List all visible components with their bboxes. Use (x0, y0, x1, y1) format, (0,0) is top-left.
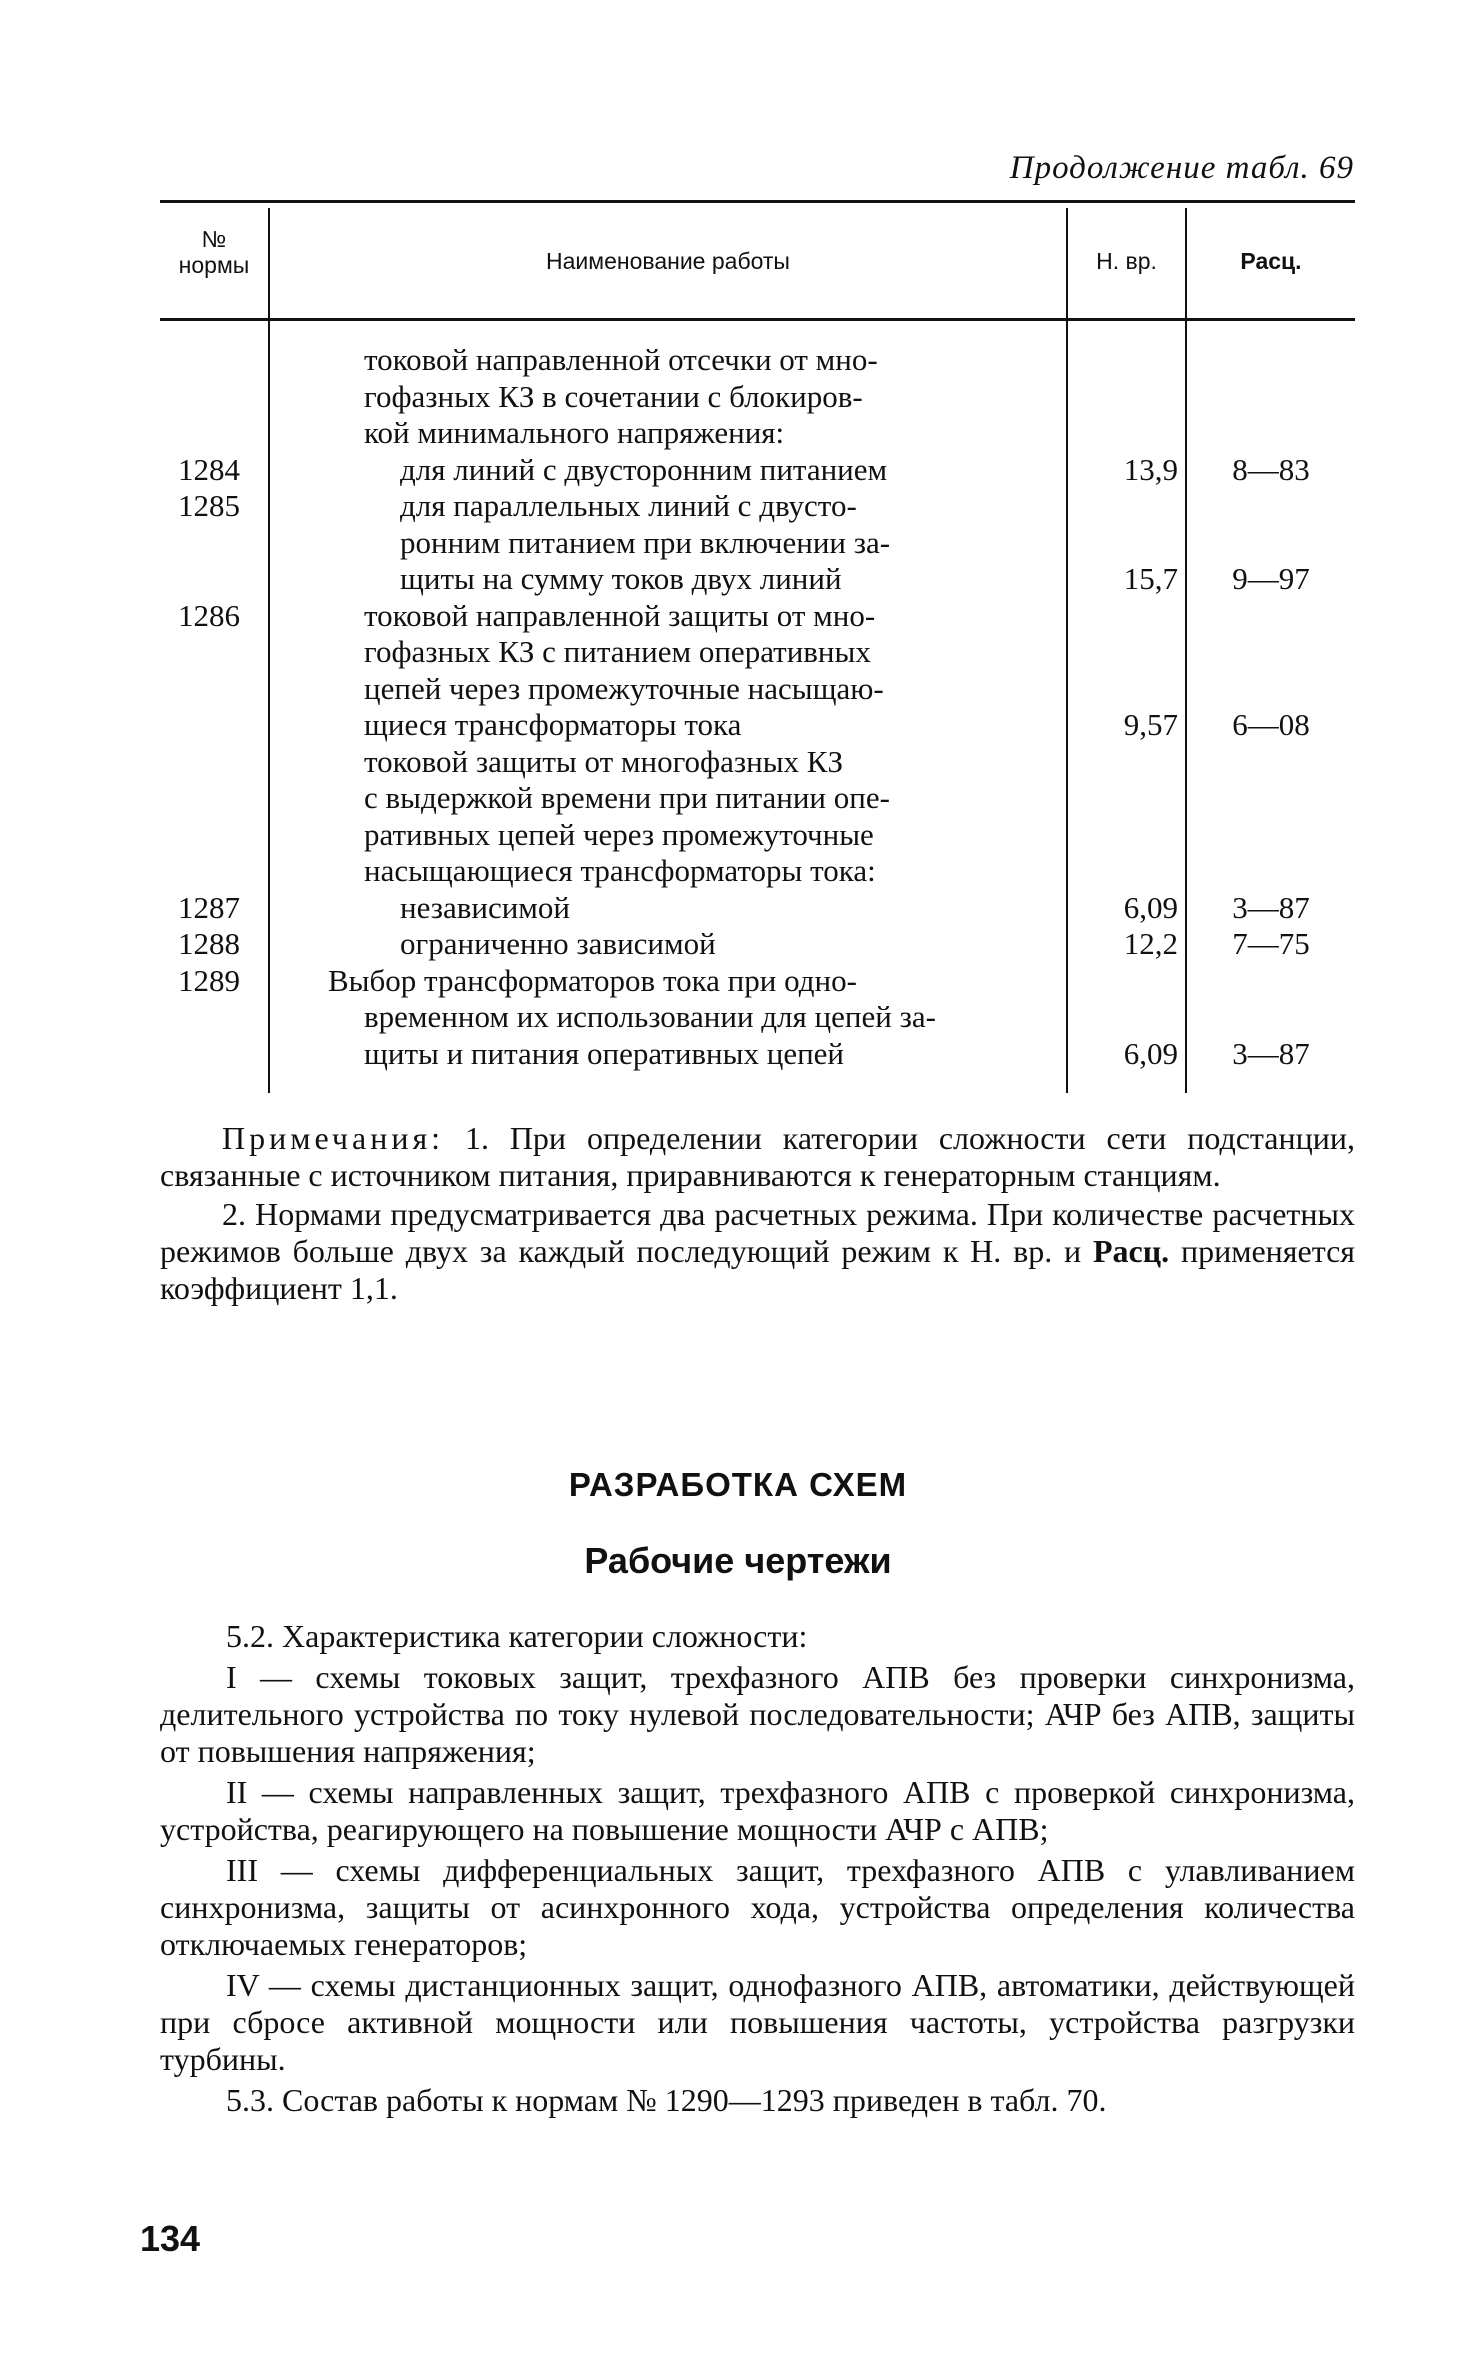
work-description: независимой (400, 890, 571, 925)
note-2-bold: Расц. (1092, 1233, 1170, 1269)
norm-number: 1286 (178, 598, 240, 633)
notes-lead: Примечания: (222, 1120, 445, 1156)
work-description: токовой защиты от многофазных КЗ (364, 744, 843, 779)
work-description: насыщающиеся трансформаторы тока: (364, 853, 876, 888)
subsection-title: Рабочие чертежи (584, 1540, 892, 1581)
time-norm: 12,2 (1123, 926, 1178, 961)
table-header-rule (160, 318, 1355, 321)
paragraph-category-2: II — схемы направленных защит, трехфазного АПВ с проверкой синхронизма, устройства, реагирующего на повышение мощности АЧР с АПВ; (160, 1774, 1355, 1847)
price: 3—87 (1232, 1036, 1310, 1071)
work-description: временном их использовании для цепей за- (364, 999, 936, 1034)
header-time: Н. вр. (1096, 248, 1157, 274)
note-2 (160, 1196, 1355, 1307)
note-2-text-a: 2. Нормами предусматривается два расчетных режима. При количестве расчетных режимов больше двух за каждый последующий режим к Н. вр. и (160, 1196, 1355, 1269)
table-top-rule (160, 200, 1355, 203)
work-description: цепей через промежуточные насыщаю- (364, 671, 884, 706)
price: 7—75 (1232, 926, 1310, 961)
work-description: для параллельных линий с двусто- (400, 488, 857, 523)
note-2-text-b: применяется коэффициент 1,1. (160, 1233, 1355, 1306)
time-norm: 13,9 (1123, 452, 1178, 487)
price: 6—08 (1232, 707, 1310, 742)
paragraph-category-4: IV — схемы дистанционных защит, однофазного АПВ, автоматики, действующей при сбросе активной мощности или повышения частоты, устройства разгрузки турбины. (160, 1967, 1355, 2077)
work-description: гофазных КЗ с питанием оперативных (364, 634, 871, 669)
norm-number: 1287 (178, 890, 240, 925)
section-title: РАЗРАБОТКА СХЕМ (568, 1466, 908, 1503)
work-description: щиты на сумму токов двух линий (400, 561, 842, 596)
work-description: кой минимального напряжения: (364, 415, 785, 450)
work-description: ограниченно зависимой (400, 926, 716, 961)
time-norm: 6,09 (1123, 890, 1178, 925)
price: 8—83 (1232, 452, 1310, 487)
header-price: Расц. (1240, 248, 1302, 274)
work-description: токовой направленной защиты от мно- (364, 598, 876, 633)
header-num-symbol: № (201, 226, 227, 252)
price: 3—87 (1232, 890, 1310, 925)
header-num (160, 226, 268, 278)
paragraph-5-2: 5.2. Характеристика категории сложности: (226, 1618, 808, 1654)
note-1-text: 1. При определении категории сложности сети подстанции, связанные с источником питания, приравниваются к генераторным станциям. (160, 1120, 1356, 1193)
table-notes (160, 1120, 1355, 1307)
note-1 (160, 1120, 1355, 1194)
work-description: токовой направленной отсечки от мно- (364, 342, 878, 377)
time-norm: 6,09 (1123, 1036, 1178, 1071)
work-description: гофазных КЗ в сочетании с блокиров- (364, 379, 863, 414)
norm-number: 1288 (178, 926, 240, 961)
header-name: Наименование работы (546, 248, 790, 274)
time-norm: 9,57 (1123, 707, 1178, 742)
work-description: Выбор трансформаторов тока при одно- (328, 963, 857, 998)
table-continuation-caption: Продолжение табл. 69 (1009, 150, 1354, 186)
time-norm: 15,7 (1123, 561, 1178, 596)
work-description: щиты и питания оперативных цепей (364, 1036, 845, 1071)
work-description: с выдержкой времени при питании опе- (364, 780, 890, 815)
price: 9—97 (1232, 561, 1310, 596)
work-description: ративных цепей через промежуточные (364, 817, 874, 852)
paragraph-category-1: I — схемы токовых защит, трехфазного АПВ без проверки синхронизма, делительного устройства по току нулевой последовательности; АЧР без АПВ, защиты от повышения напряжения; (160, 1659, 1355, 1769)
norm-number: 1285 (178, 488, 240, 523)
norm-number: 1284 (178, 452, 240, 487)
work-description: для линий с двусторонним питанием (400, 452, 888, 487)
work-description: щиеся трансформаторы тока (364, 707, 742, 742)
work-description: ронним питанием при включении за- (400, 525, 891, 560)
paragraph-category-3: III — схемы дифференциальных защит, трехфазного АПВ с улавливанием синхронизма, защиты от асинхронного хода, устройства определения количества отключаемых генераторов; (160, 1852, 1355, 1962)
page-number: 134 (140, 2218, 201, 2259)
header-num-label: нормы (178, 252, 250, 278)
paragraph-5-3: 5.3. Состав работы к нормам № 1290—1293 приведен в табл. 70. (226, 2082, 1107, 2118)
table-col-divider-1 (268, 208, 270, 1093)
body-text (160, 1618, 1355, 2123)
norm-number: 1289 (178, 963, 240, 998)
